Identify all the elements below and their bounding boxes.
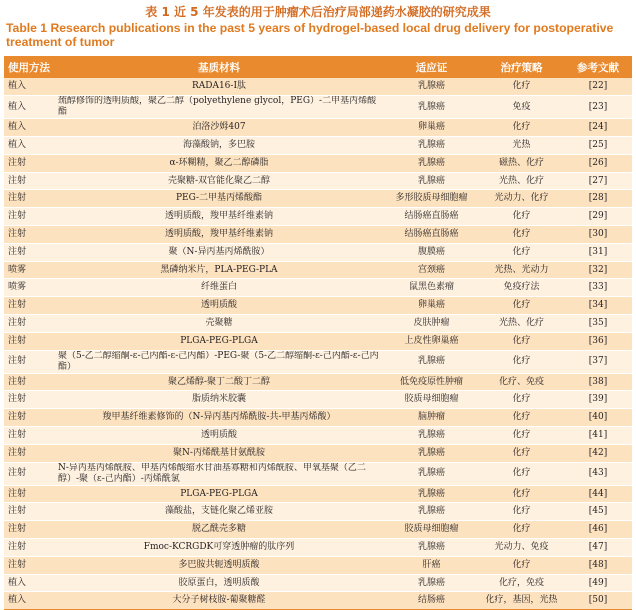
cell-strategy: 化疗，基因，光热: [479, 592, 564, 610]
cell-indication: 宫颈癌: [384, 261, 479, 279]
cell-method: 注射: [4, 485, 54, 503]
cell-material: 壳聚糖-双官能化聚乙二醇: [54, 172, 384, 190]
cell-material: 藻酸盐，支链化聚乙烯亚胺: [54, 503, 384, 521]
cell-indication: 乳腺癌: [384, 503, 479, 521]
cell-strategy: 化疗: [479, 332, 564, 350]
cell-indication: 结肠癌直肠癌: [384, 226, 479, 244]
cell-strategy: 化疗、免疫: [479, 373, 564, 391]
cell-indication: 乳腺癌: [384, 350, 479, 373]
cell-method: 注射: [4, 391, 54, 409]
cell-method: 注射: [4, 190, 54, 208]
cell-material: PLGA-PEG-PLGA: [54, 332, 384, 350]
table-title-chinese: 表 1 近 5 年发表的用于肿瘤术后治疗局部递药水凝胶的研究成果: [145, 5, 491, 19]
cell-material: 纤维蛋白: [54, 279, 384, 297]
cell-strategy: 化疗: [479, 521, 564, 539]
cell-reference: [36]: [564, 332, 632, 350]
cell-indication: 乳腺癌: [384, 444, 479, 462]
cell-strategy: 化疗: [479, 391, 564, 409]
cell-indication: 卵巢癌: [384, 119, 479, 137]
cell-method: 注射: [4, 226, 54, 244]
cell-material: 壳聚糖: [54, 315, 384, 333]
cell-indication: 结肠癌: [384, 592, 479, 610]
table-title-english: Table 1 Research publications in the past 5 years of hydrogel-based local drug delivery for postoperative treatment of tumor: [6, 21, 614, 49]
cell-method: 注射: [4, 503, 54, 521]
cell-reference: [39]: [564, 391, 632, 409]
cell-method: 植入: [4, 78, 54, 96]
cell-reference: [49]: [564, 574, 632, 592]
cell-strategy: 化疗: [479, 78, 564, 96]
cell-strategy: 光热、化疗: [479, 315, 564, 333]
cell-indication: 结肠癌直肠癌: [384, 208, 479, 226]
table-row: [4, 350, 632, 373]
cell-indication: 多形胶质母细胞瘤: [384, 190, 479, 208]
cell-indication: 乳腺癌: [384, 78, 479, 96]
table-row: [4, 190, 632, 208]
cell-material: 聚乙烯醇-聚丁二酸丁二醇: [54, 373, 384, 391]
cell-strategy: 化疗: [479, 409, 564, 427]
table-row: [4, 574, 632, 592]
cell-method: 注射: [4, 556, 54, 574]
cell-material: Fmoc-KCRGDK可穿透肿瘤的肽序列: [54, 539, 384, 557]
cell-method: 植入: [4, 119, 54, 137]
cell-material: 羧甲基纤维素修饰的（N-异丙基丙烯酰胺-共-甲基丙烯酸）: [54, 409, 384, 427]
table-header-row: [4, 56, 632, 78]
cell-strategy: 化疗: [479, 243, 564, 261]
header-indication: 适应证: [415, 61, 448, 74]
cell-reference: [25]: [564, 137, 632, 155]
cell-reference: [26]: [564, 154, 632, 172]
table-row: [4, 315, 632, 333]
table-row: [4, 485, 632, 503]
cell-material: 黑磷纳米片，PLA-PEG-PLA: [54, 261, 384, 279]
cell-strategy: 化疗: [479, 556, 564, 574]
cell-reference: [30]: [564, 226, 632, 244]
cell-indication: 鼠黑色素瘤: [384, 279, 479, 297]
cell-reference: [42]: [564, 444, 632, 462]
cell-indication: 乳腺癌: [384, 154, 479, 172]
cell-material: PEG-二甲基丙烯酸酯: [54, 190, 384, 208]
table-body: [4, 78, 632, 610]
cell-material: 海藻酸钠，多巴胺: [54, 137, 384, 155]
cell-material: RADA16-I肽: [54, 78, 384, 96]
cell-reference: [23]: [564, 96, 632, 119]
cell-material: 透明质酸: [54, 297, 384, 315]
cell-method: 注射: [4, 539, 54, 557]
cell-method: 喷雾: [4, 279, 54, 297]
cell-indication: 脑肿瘤: [384, 409, 479, 427]
cell-method: 注射: [4, 297, 54, 315]
cell-material: 胶原蛋白，透明质酸: [54, 574, 384, 592]
table-row: [4, 96, 632, 119]
cell-strategy: 光动力、化疗: [479, 190, 564, 208]
cell-indication: 乳腺癌: [384, 96, 479, 119]
cell-reference: [43]: [564, 462, 632, 485]
cell-material: 聚（N-异丙基丙烯酰胺）: [54, 243, 384, 261]
cell-indication: 皮肤肿瘤: [384, 315, 479, 333]
table-row: [4, 462, 632, 485]
cell-reference: [28]: [564, 190, 632, 208]
cell-material: PLGA-PEG-PLGA: [54, 485, 384, 503]
cell-reference: [24]: [564, 119, 632, 137]
header-strategy: 治疗策略: [500, 61, 543, 74]
cell-method: 注射: [4, 427, 54, 445]
cell-strategy: 化疗: [479, 427, 564, 445]
cell-material: 脂质纳米胶囊: [54, 391, 384, 409]
cell-indication: 乳腺癌: [384, 539, 479, 557]
cell-strategy: 化疗: [479, 297, 564, 315]
cell-method: 注射: [4, 243, 54, 261]
table-row: [4, 409, 632, 427]
table-row: [4, 444, 632, 462]
cell-reference: [29]: [564, 208, 632, 226]
cell-reference: [31]: [564, 243, 632, 261]
cell-indication: 胶质母细胞瘤: [384, 391, 479, 409]
cell-method: 注射: [4, 462, 54, 485]
table-row: [4, 539, 632, 557]
cell-reference: [44]: [564, 485, 632, 503]
cell-strategy: 化疗: [479, 226, 564, 244]
table-row: [4, 119, 632, 137]
cell-material: 透明质酸: [54, 427, 384, 445]
cell-reference: [47]: [564, 539, 632, 557]
cell-material: N-异丙基丙烯酰胺、甲基丙烯酸缩水甘油基寡糖和丙烯酰胺、甲氧基聚（乙二醇）-聚（ε-己内酯）-丙烯酰氯: [54, 462, 384, 485]
cell-method: 喷雾: [4, 261, 54, 279]
cell-indication: 乳腺癌: [384, 427, 479, 445]
cell-method: 植入: [4, 96, 54, 119]
table-row: [4, 226, 632, 244]
cell-reference: [45]: [564, 503, 632, 521]
cell-strategy: 化疗: [479, 444, 564, 462]
cell-method: 注射: [4, 444, 54, 462]
cell-strategy: 光热: [479, 137, 564, 155]
cell-reference: [40]: [564, 409, 632, 427]
table-row: [4, 172, 632, 190]
table-row: [4, 261, 632, 279]
cell-reference: [27]: [564, 172, 632, 190]
cell-strategy: 化疗: [479, 503, 564, 521]
table-row: [4, 154, 632, 172]
table-row: [4, 332, 632, 350]
cell-material: 聚（5-乙二醇缩酮-ε-己内酯-ε-己内酯）-PEG-聚（5-乙二醇缩酮-ε-己内酯-ε-己内酯）: [54, 350, 384, 373]
cell-strategy: 光热、光动力: [479, 261, 564, 279]
cell-reference: [33]: [564, 279, 632, 297]
cell-reference: [38]: [564, 373, 632, 391]
cell-reference: [48]: [564, 556, 632, 574]
cell-material: α-环糊精，聚乙二醇磷脂: [54, 154, 384, 172]
table-row: [4, 521, 632, 539]
cell-material: 聚N-丙烯酰基甘氨酰胺: [54, 444, 384, 462]
cell-strategy: 化疗: [479, 462, 564, 485]
cell-indication: 胶质母细胞瘤: [384, 521, 479, 539]
cell-strategy: 光热、化疗: [479, 172, 564, 190]
cell-reference: [41]: [564, 427, 632, 445]
cell-reference: [37]: [564, 350, 632, 373]
cell-strategy: 化疗: [479, 350, 564, 373]
cell-method: 植入: [4, 574, 54, 592]
table-row: [4, 137, 632, 155]
cell-indication: 乳腺癌: [384, 172, 479, 190]
cell-indication: 乳腺癌: [384, 137, 479, 155]
cell-material: 透明质酸，羧甲基纤维素钠: [54, 208, 384, 226]
cell-indication: 上皮性卵巢癌: [384, 332, 479, 350]
cell-strategy: 化疗: [479, 208, 564, 226]
cell-method: 注射: [4, 409, 54, 427]
table-row: [4, 391, 632, 409]
cell-indication: 肝癌: [384, 556, 479, 574]
cell-material: 脱乙酰壳多糖: [54, 521, 384, 539]
table-row: [4, 78, 632, 96]
cell-method: 注射: [4, 350, 54, 373]
table-row: [4, 592, 632, 610]
cell-method: 注射: [4, 154, 54, 172]
table-row: [4, 427, 632, 445]
cell-indication: 乳腺癌: [384, 574, 479, 592]
cell-method: 植入: [4, 592, 54, 610]
table-row: [4, 243, 632, 261]
cell-method: 植入: [4, 137, 54, 155]
cell-material: 透明质酸，羧甲基纤维素钠: [54, 226, 384, 244]
header-material: 基质材料: [198, 61, 240, 74]
table-row: [4, 503, 632, 521]
cell-indication: 乳腺癌: [384, 462, 479, 485]
cell-reference: [34]: [564, 297, 632, 315]
cell-strategy: 化疗: [479, 485, 564, 503]
cell-indication: 卵巢癌: [384, 297, 479, 315]
cell-method: 注射: [4, 373, 54, 391]
table-row: [4, 297, 632, 315]
research-table: [4, 56, 632, 610]
cell-indication: 低免疫原性肿瘤: [384, 373, 479, 391]
cell-reference: [22]: [564, 78, 632, 96]
cell-material: 泊洛沙姆407: [54, 119, 384, 137]
cell-indication: 乳腺癌: [384, 485, 479, 503]
table-row: [4, 279, 632, 297]
cell-material: 大分子树枝胺-葡聚糖醛: [54, 592, 384, 610]
header-method: 使用方法: [8, 61, 50, 74]
cell-method: 注射: [4, 172, 54, 190]
cell-strategy: 免疫: [479, 96, 564, 119]
cell-reference: [46]: [564, 521, 632, 539]
cell-reference: [50]: [564, 592, 632, 610]
table-row: [4, 556, 632, 574]
cell-strategy: 磁热、化疗: [479, 154, 564, 172]
cell-reference: [35]: [564, 315, 632, 333]
cell-reference: [32]: [564, 261, 632, 279]
table-row: [4, 208, 632, 226]
cell-material: 巯醇修饰的透明质酸，聚乙二醇（polyethylene glycol，PEG）-二甲基丙烯酸酯: [54, 96, 384, 119]
cell-strategy: 化疗: [479, 119, 564, 137]
cell-material: 多巴胺共轭透明质酸: [54, 556, 384, 574]
cell-method: 注射: [4, 208, 54, 226]
cell-method: 注射: [4, 521, 54, 539]
cell-strategy: 光动力、免疫: [479, 539, 564, 557]
cell-method: 注射: [4, 315, 54, 333]
cell-indication: 腹膜癌: [384, 243, 479, 261]
cell-strategy: 免疫疗法: [479, 279, 564, 297]
cell-strategy: 化疗，免疫: [479, 574, 564, 592]
cell-method: 注射: [4, 332, 54, 350]
table-row: [4, 373, 632, 391]
header-reference: 参考文献: [577, 61, 619, 74]
